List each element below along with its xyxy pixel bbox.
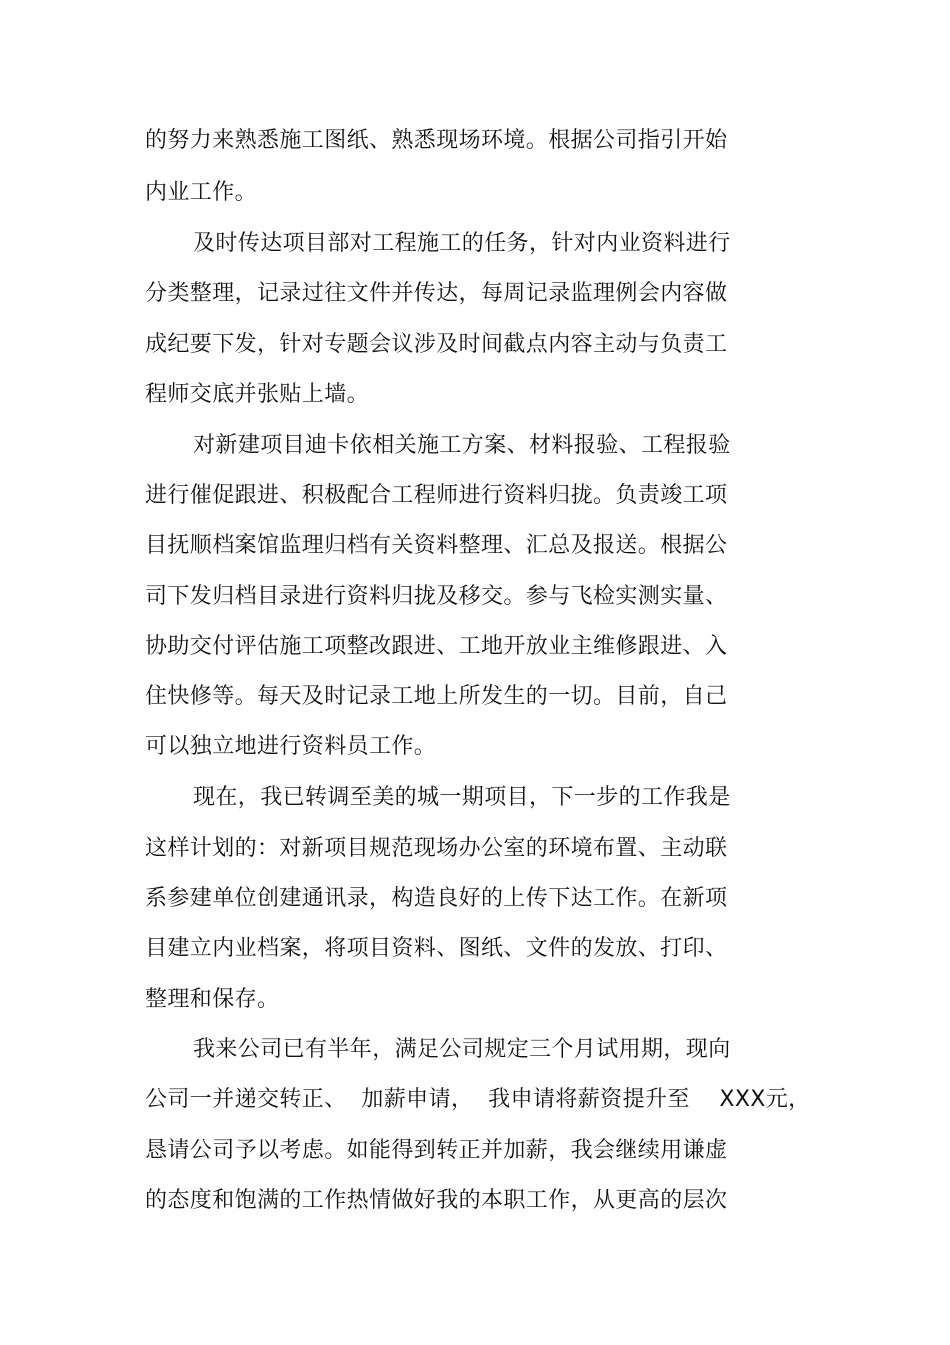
text-line: 分类整理，记录过往文件并传达，每周记录监理例会内容做: [145, 281, 728, 306]
text-line: 协助交付评估施工项整改跟进、工地开放业主维修跟进、入: [145, 634, 728, 659]
text-line: 公司一并递交转正、 加薪申请， 我申请将薪资提升至 XXX元，: [145, 1087, 811, 1112]
paragraph-first-line: 及时传达项目部对工程施工的任务，针对内业资料进行: [193, 231, 731, 256]
paragraph-first-line: 对新建项目迪卡依相关施工方案、材料报验、工程报验: [193, 433, 731, 458]
text-line: 整理和保存。: [145, 987, 280, 1012]
text-line: 程师交底并张贴上墙。: [145, 382, 370, 407]
text-line: 的努力来熟悉施工图纸、熟悉现场环境。根据公司指引开始: [145, 128, 728, 153]
text-line: 这样计划的：对新项目规范现场办公室的环境布置、主动联: [145, 836, 728, 861]
paragraph-first-line: 我来公司已有半年，满足公司规定三个月试用期，现向: [193, 1037, 731, 1062]
text-line: 进行催促跟进、积极配合工程师进行资料归拢。负责竣工项: [145, 483, 728, 508]
text-line: 内业工作。: [145, 180, 258, 205]
text-line: 成纪要下发，针对专题会议涉及时间截点内容主动与负责工: [145, 332, 728, 357]
text-line: 司下发归档目录进行资料归拢及移交。参与飞检实测实量、: [145, 584, 728, 609]
text-line: 住快修等。每天及时记录工地上所发生的一切。目前，自己: [145, 684, 728, 709]
text-line: 目建立内业档案，将项目资料、图纸、文件的发放、打印、: [145, 936, 728, 961]
paragraph-first-line: 现在，我已转调至美的城一期项目，下一步的工作我是: [193, 785, 731, 810]
text-line: 的态度和饱满的工作热情做好我的本职工作，从更高的层次: [145, 1188, 728, 1213]
text-line: 目抚顺档案馆监理归档有关资料整理、汇总及报送。根据公: [145, 533, 728, 558]
text-line: 系参建单位创建通讯录，构造良好的上传下达工作。在新项: [145, 886, 728, 911]
text-line: 恳请公司予以考虑。如能得到转正并加薪，我会继续用谦虚: [145, 1138, 728, 1163]
text-line: 可以独立地进行资料员工作。: [145, 734, 437, 759]
